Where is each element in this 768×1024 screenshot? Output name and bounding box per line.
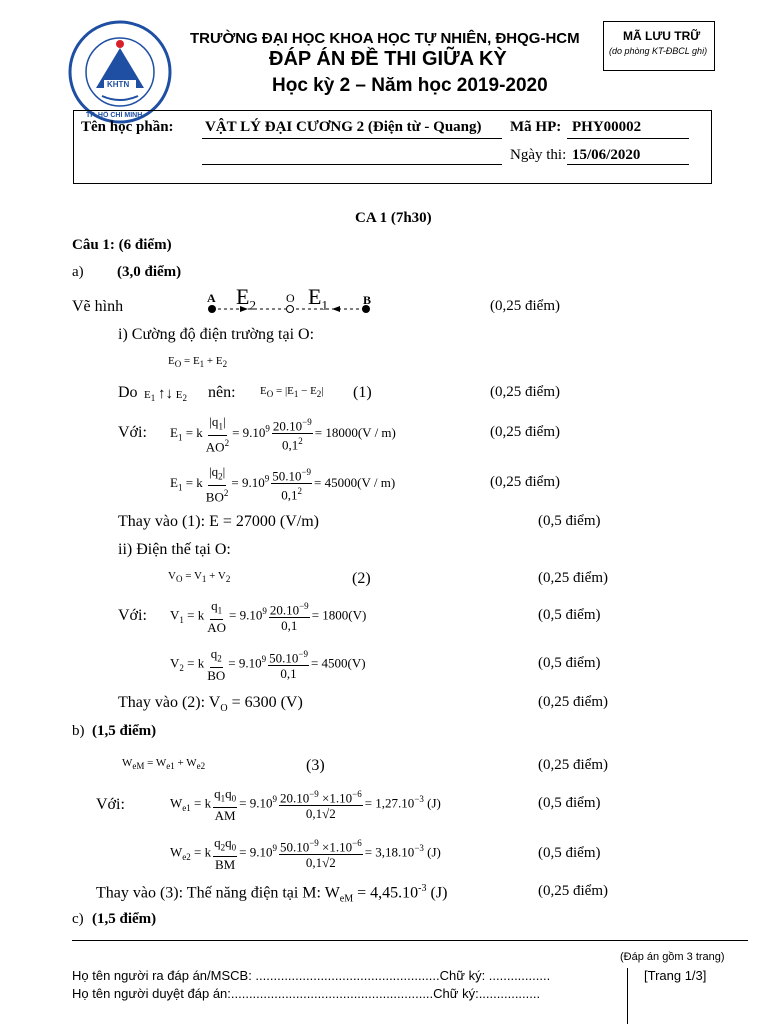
date-label: Ngày thi: [510, 147, 567, 163]
points-5: (0,5 điểm) [538, 513, 601, 529]
university-name: TRƯỜNG ĐẠI HỌC KHOA HỌC TỰ NHIÊN, ĐHQG-HCM [190, 30, 580, 47]
page-number: [Trang 1/3] [644, 968, 707, 983]
course-label: Tên học phần: [81, 119, 174, 135]
voi-label-1: Với: [118, 424, 147, 441]
eq-WeM-sum: $W_{eM} = W_{e1} + W_{e2}$ [122, 757, 206, 772]
part-a-label: a) [72, 264, 84, 280]
E1-label: $E_1$ [308, 284, 328, 313]
code-value: PHY00002 [572, 119, 642, 135]
point-O-label: O [286, 291, 295, 305]
nen-label: nên: [208, 384, 236, 401]
result-WeM: Thay vào (3): Thế năng điện tại M: $W_{eM} = 4,45.10^{-3}$ (J) [96, 883, 448, 905]
point-A-label: A [207, 291, 216, 305]
point-B-label: B [363, 293, 372, 307]
eq-num-3: (3) [306, 757, 325, 774]
points-1: (0,25 điểm) [490, 298, 560, 314]
eq-We2: $W_{e2} = k$ $\frac{q_2q_0}{BM}$ = $9.10^9$ $\frac{50.10^{-9} \times 1.10^{-6}}{0,1√2}$ = $3,18.10^{-3}$ (J) [170, 835, 441, 872]
shift-title: CA 1 (7h30) [355, 210, 432, 226]
part-c-label: c) [72, 911, 84, 927]
part-a-points: (3,0 điểm) [117, 264, 182, 280]
code-label: Mã HP: [510, 119, 562, 135]
exam-title: ĐÁP ÁN ĐỀ THI GIỮA KỲ [269, 48, 507, 70]
step-i-heading: i) Cường độ điện trường tại O: [118, 326, 315, 343]
voi-label-2: Với: [118, 607, 147, 624]
eq-V1: $V_1 = k$ $\frac{q_1}{AO}$ = $9.10^9$ $\frac{20.10^{-9}}{0,1}$ = 1800(V) [170, 598, 367, 635]
points-10: (0,25 điểm) [538, 757, 608, 773]
eq-num-2: (2) [352, 570, 371, 587]
part-b-label: b) [72, 723, 85, 739]
pages-note: (Đáp án gồm 3 trang) [620, 951, 725, 963]
archive-label: MÃ LƯU TRỮ [623, 29, 701, 43]
points-4: (0,25 điểm) [490, 474, 560, 490]
eq-We1: $W_{e1} = k$ $\frac{q_1q_0}{AM}$ = $9.10^9$ $\frac{20.10^{-9} \times 1.10^{-6}}{0,1√2}$ = $1,27.10^{-3}$ (J) [170, 786, 441, 823]
code-underline [567, 138, 689, 139]
points-11: (0,5 điểm) [538, 795, 601, 811]
points-2: (0,25 điểm) [490, 384, 560, 400]
eq-VO-sum: $V_O = V_1 + V_2$ [168, 570, 231, 585]
points-13: (0,25 điểm) [538, 883, 608, 899]
result-VO: Thay vào (2): $V_O = 6300$ (V) [118, 694, 303, 715]
footer-divider [72, 940, 748, 941]
eq-EO-sum: $E_O = E_1 + E_2$ [168, 355, 228, 370]
eq-EO-abs: $E_O = |E_1 - E_2|$ [260, 385, 324, 400]
points-12: (0,5 điểm) [538, 845, 601, 861]
course-value: VẬT LÝ ĐẠI CƯƠNG 2 (Điện từ - Quang) [205, 119, 482, 135]
points-8: (0,5 điểm) [538, 655, 601, 671]
logo-bottom-text: TP. HỒ CHÍ MINH [86, 112, 143, 119]
footer-line-2: Họ tên người duyệt đáp án:........................................................Chữ ký:................. [72, 986, 541, 1001]
do-label: Do [118, 384, 138, 401]
part-b-points: (1,5 điểm) [92, 723, 157, 739]
question-1: Câu 1: (6 điểm) [72, 237, 172, 253]
points-3: (0,25 điểm) [490, 424, 560, 440]
part-c-points: (1,5 điểm) [92, 911, 157, 927]
semester: Học kỳ 2 – Năm học 2019-2020 [272, 75, 548, 96]
logo-center-text: KHTN [107, 80, 130, 89]
course-underline-2 [202, 164, 502, 165]
voi-label-3: Với: [96, 796, 125, 813]
points-7: (0,5 điểm) [538, 607, 601, 623]
points-9: (0,25 điểm) [538, 694, 608, 710]
E2-label: $E_2$ [236, 284, 256, 313]
eq-antiparallel: $E_1$ ↑↓ $E_2$ [144, 386, 187, 404]
result-E: Thay vào (1): E = 27000 (V/m) [118, 513, 319, 530]
footer-line-1: Họ tên người ra đáp án/MSCB: ...................................................Chữ ký: ................. [72, 968, 551, 983]
page-marker-line [627, 968, 628, 1024]
eq-E2: $E_1 = k$ $\frac{|q_2|}{BO^2}$ = $9.10^9$ $\frac{50.10^{-9}}{0,1^2}$ = 45000(V / m) [170, 464, 396, 504]
step-ii-heading: ii) Điện thế tại O: [118, 541, 231, 558]
draw-label: Vẽ hình [72, 298, 124, 315]
eq-num-1: (1) [353, 384, 372, 401]
course-underline [202, 138, 502, 139]
eq-V2: $V_2 = k$ $\frac{q_2}{BO}$ = $9.10^9$ $\frac{50.10^{-9}}{0,1}$ = 4500(V) [170, 646, 366, 683]
date-value: 15/06/2020 [572, 147, 641, 163]
points-6: (0,25 điểm) [538, 570, 608, 586]
eq-E1: $E_1 = k$ $\frac{|q_1|}{AO^2}$ = $9.10^9$ $\frac{20.10^{-9}}{0,1^2}$ = 18000(V / m) [170, 414, 396, 454]
date-underline [567, 164, 689, 165]
archive-note: (do phòng KT-ĐBCL ghi) [609, 46, 708, 56]
